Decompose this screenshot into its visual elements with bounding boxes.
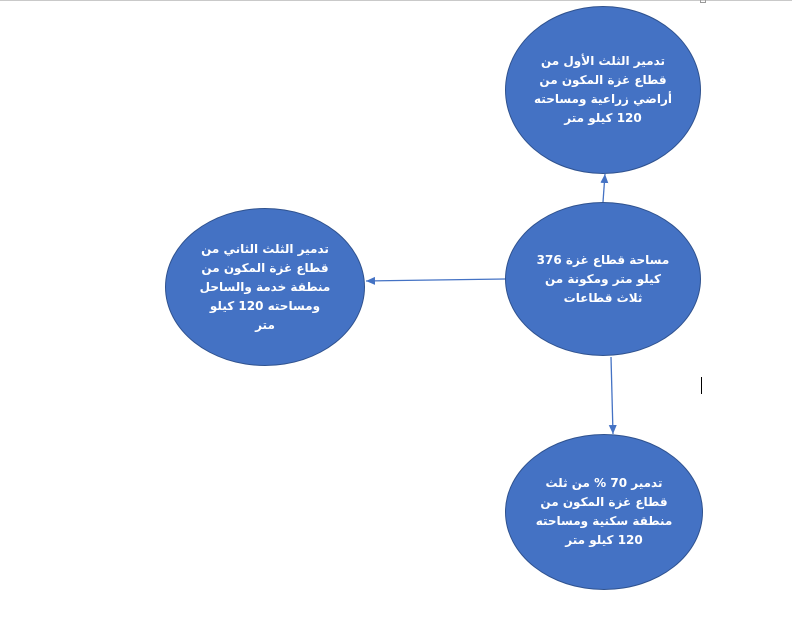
text-cursor [701,377,702,394]
arrow-center-to-bottom [611,357,613,434]
node-first-third-label: تدمير الثلث الأول من قطاع غزة المكون من أراضي زراعية ومساحته 120 كيلو متر [534,54,672,125]
arrow-center-to-top [603,174,605,202]
node-residential-third[interactable] [505,434,703,590]
node-second-third-label: تدمير الثلث الثاني من قطاع غزة المكون من منطقة خدمة والساحل ومساحته 120 كيلو متر [199,241,331,332]
arrow-center-to-left [366,279,505,281]
node-center-label: مساحة قطاع غزة 376 كيلو متر ومكونة من ثلاث قطاعات [536,252,670,305]
node-first-third-agricultural[interactable] [505,6,701,174]
node-gaza-area-center[interactable] [505,202,701,356]
node-second-third-coastal[interactable] [165,208,365,366]
node-residential-label: تدمير 70 % من ثلث قطاع غزة المكون من منطقة سكنية ومساحته 120 كيلو متر [535,476,673,547]
